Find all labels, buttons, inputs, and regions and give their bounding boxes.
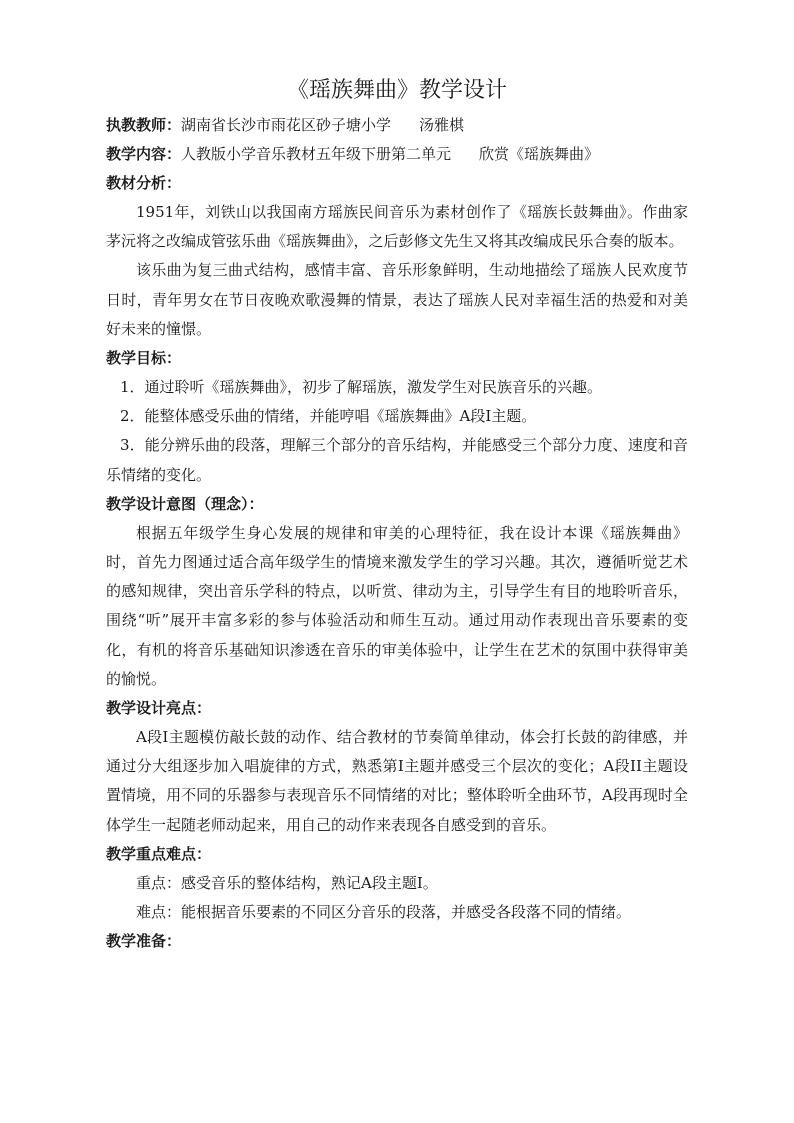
- goal-item-2: 2．能整体感受乐曲的情绪，并能哼唱《瑶族舞曲》A段Ⅰ主题。: [120, 407, 537, 426]
- goal-item-1: 1．通过聆听《瑶族舞曲》，初步了解瑶族，激发学生对民族音乐的兴趣。: [120, 378, 603, 397]
- keypoint-focus: 重点：感受音乐的整体结构，熟记A段主题Ⅰ。: [136, 873, 438, 892]
- teacher-name: 汤雅棋: [419, 116, 465, 134]
- analysis-paragraph-2: 该乐曲为复三曲式结构，感情丰富、音乐形象鲜明，生动地描绘了瑶族人民欢度节日时，青年男女在节日夜晚欢歌漫舞的情景，表达了瑶族人民对幸福生活的热爱和对美好未来的憧憬。: [106, 261, 688, 338]
- content-book: 人教版小学音乐教材五年级下册第二单元: [181, 145, 452, 163]
- analysis-paragraph-1: 1951年，刘铁山以我国南方瑶族民间音乐为素材创作了《瑶族长鼓舞曲》。作曲家茅沅将之改编成管弦乐曲《瑶族舞曲》，之后彭修文先生又将其改编成民乐合奏的版本。: [106, 203, 688, 251]
- intent-paragraph: 根据五年级学生身心发展的规律和审美的心理特征，我在设计本课《瑶族舞曲》时，首先力图通过适合高年级学生的情境来激发学生的学习兴趣。其次，遵循听觉艺术的感知规律，突出音乐学科的特点，以听赏、律动为主，引导学生有目的地聆听音乐，围绕“听”展开丰富多彩的参与体验活动和师生互动。通过用动作表现出音乐要素的变化，有机的将音乐基础知识渗透在音乐的审美体验中，让学生在艺术的氛围中获得审美的愉悦。: [106, 523, 688, 688]
- teacher-line: [106, 111, 688, 140]
- content-topic: 欣赏《瑶族舞曲》: [479, 145, 600, 163]
- document-page: [106, 76, 688, 956]
- intent-heading: 教学设计意图（理念）：: [106, 494, 264, 513]
- prep-heading: 教学准备：: [106, 932, 182, 951]
- keypoint-difficulty: 难点：能根据音乐要素的不同区分音乐的段落，并感受各段落不同的情绪。: [136, 903, 632, 922]
- teacher-label: 执教教师：: [106, 116, 182, 134]
- content-label: 教学内容：: [106, 145, 182, 163]
- keypoints-heading: 教学重点难点：: [106, 844, 212, 863]
- goal-item-3: 3．能分辨乐曲的段落，理解三个部分的音乐结构，并能感受三个部分力度、速度和音乐情绪的变化。: [106, 436, 688, 484]
- content-line: [106, 140, 688, 169]
- goals-heading: 教学目标：: [106, 349, 182, 368]
- highlights-paragraph: A段Ⅰ主题模仿敲长鼓的动作、结合教材的节奏简单律动，体会打长鼓的韵律感，并通过分大组逐步加入唱旋律的方式，熟悉第Ⅰ主题并感受三个层次的变化；A段II主题设置情境，用不同的乐器参与表现音乐不同情绪的对比；整体聆听全曲环节，A段再现时全体学生一起随老师动起来，用自己的动作来表现各自感受到的音乐。: [106, 728, 688, 834]
- document-title: 《瑶族舞曲》教学设计: [286, 78, 507, 103]
- teacher-school: 湖南省长沙市雨花区砂子塘小学: [181, 116, 392, 134]
- analysis-heading: 教材分析：: [106, 174, 182, 192]
- highlights-heading: 教学设计亮点：: [106, 699, 212, 718]
